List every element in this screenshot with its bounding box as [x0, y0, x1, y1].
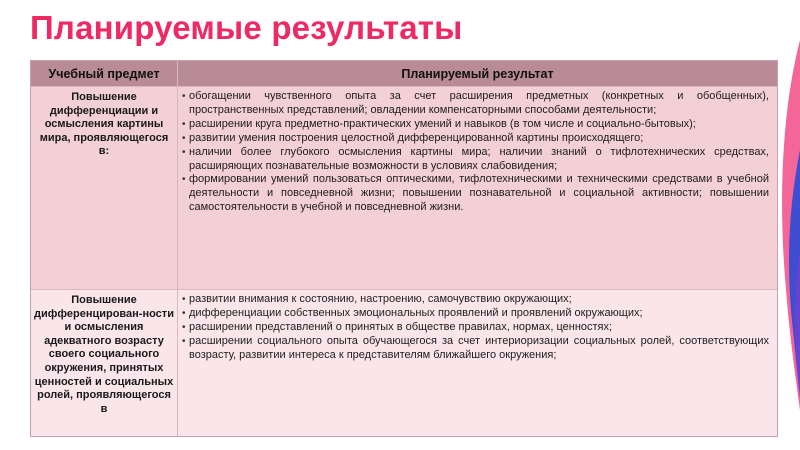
header-subject: Учебный предмет	[31, 61, 178, 86]
list-item: • обогащении чувственного опыта за счет расширения предметных (конкретных и обобщенных), пространственных представлений; овладении компенсаторными способами деятельности;	[182, 90, 769, 118]
list-item: • формировании умений пользоваться оптическими, тифлотехническими и техническими средствами в учебной деятельности и повседневной жизни; повышении познавательной и социальной активности; повышении самостоятельности в учебной и повседневной жизни.	[182, 173, 769, 215]
list-item: • расширении круга предметно-практических умений и навыков (в том числе и социально-бытовых);	[182, 118, 769, 132]
list-item: • расширении представлений о принятых в обществе правилах, нормах, ценностях;	[182, 321, 769, 335]
header-result: Планируемый результат	[401, 66, 554, 81]
result-cell	[178, 87, 777, 289]
list-item: • дифференциации собственных эмоциональных проявлений и проявлений окружающих;	[182, 307, 769, 321]
list-item: • развитии умения построения целостной дифференцированной картины происходящего;	[182, 132, 769, 146]
table-row	[31, 87, 777, 290]
result-list	[182, 90, 769, 215]
subject-cell: Повышение дифференцирован-ности и осмысления адекватного возрасту своего социального окружения, принятых ценностей и социальных ролей, проявляющегося в	[31, 290, 178, 436]
page-title: Планируемые результаты	[30, 9, 463, 46]
subject-cell: Повышение дифференциации и осмысления картины мира, проявляющегося в:	[31, 87, 178, 289]
results-table	[30, 60, 778, 437]
table-header-row	[31, 61, 777, 87]
result-cell	[178, 290, 777, 436]
result-list	[182, 293, 769, 363]
list-item: • расширении социального опыта обучающегося за счет интериоризации социальных ролей, соответствующих возрасту, развитии интереса к представителям ближайшего окружения;	[182, 335, 769, 363]
list-item: • наличии более глубокого осмысления картины мира; наличии знаний о тифлотехнических средствах, расширяющих познавательные возможности в условиях слабовидения;	[182, 146, 769, 174]
table-row	[31, 290, 777, 436]
list-item: • развитии внимания к состоянию, настроению, самочувствию окружающих;	[182, 293, 769, 307]
